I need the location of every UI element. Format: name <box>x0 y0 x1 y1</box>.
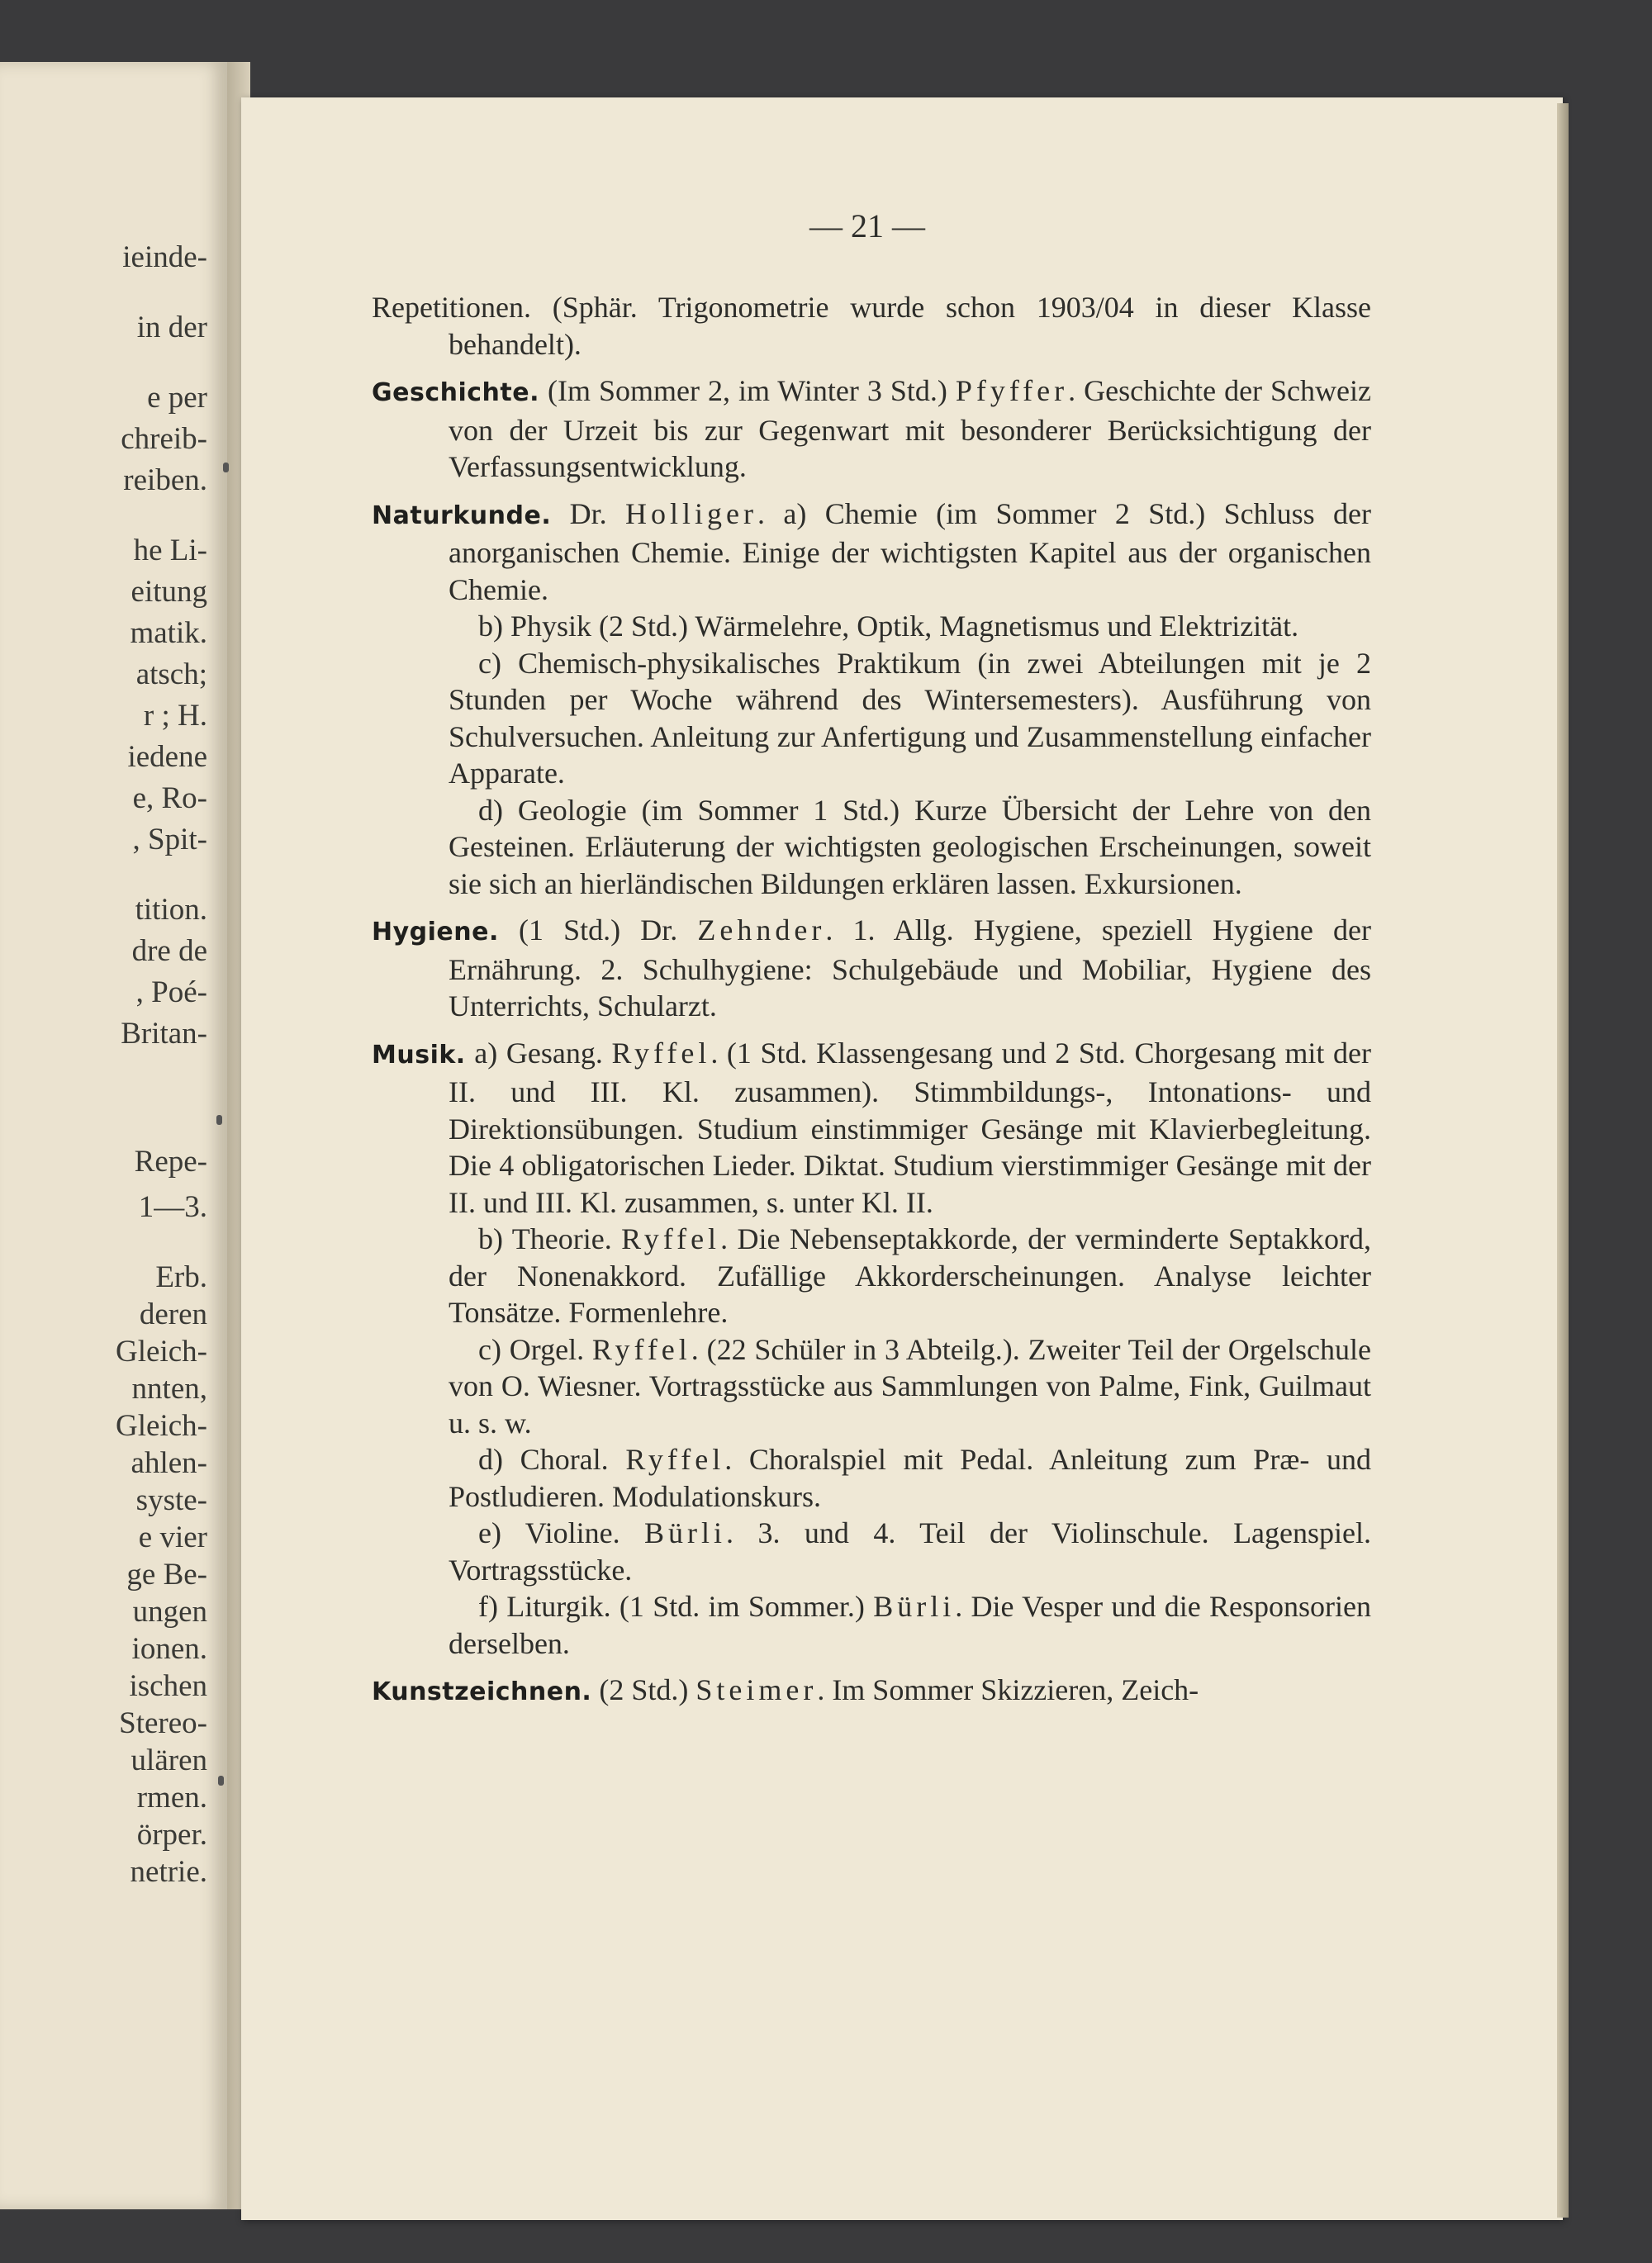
left-page-fragment: dre de <box>131 934 207 968</box>
subsection-orgel <box>372 1331 1371 1442</box>
teacher-name: Holliger <box>625 496 757 530</box>
left-page-fragment: örper. <box>136 1818 207 1852</box>
subsection-theorie <box>372 1221 1371 1331</box>
subsection-text: . Choralspiel mit Pedal. Anleitung zum Præ- und Postludieren. Modulationskurs. <box>449 1443 1371 1513</box>
subsection-physik: b) Physik (2 Std.) Wärmelehre, Optik, Magnetismus und Elektrizität. <box>478 610 1299 643</box>
section-kunstzeichnen <box>372 1672 1371 1711</box>
left-page-fragment: Erb. <box>155 1260 207 1294</box>
subsection-liturgik <box>372 1588 1371 1662</box>
left-page-fragment: iedene <box>127 740 207 774</box>
left-page-fragment: Repe- <box>134 1145 207 1179</box>
left-page-fragment: ahlen- <box>131 1446 207 1480</box>
section-heading: Musik. <box>372 1040 466 1070</box>
subsection-text: . 3. und 4. Teil der Violinschule. Lagenspiel. Vortragsstücke. <box>449 1516 1372 1587</box>
paragraph-intro <box>372 289 1371 363</box>
subsection-pre: b) Theorie. <box>478 1222 622 1255</box>
section-hygiene <box>372 912 1371 1025</box>
left-page-fragment: in der <box>136 311 207 344</box>
section-pre: (Im Sommer 2, im Winter 3 Std.) <box>539 374 956 407</box>
left-page-fragment: ge Be- <box>126 1558 207 1592</box>
page-body <box>372 289 1371 1721</box>
subsection-geologie: d) Geologie (im Sommer 1 Std.) Kurze Übersicht der Lehre von den Gesteinen. Erläuterung der wichtigsten geologischen Erscheinungen, soweit sie sich an hierländischen Bildungen erklären lassen. Exkursionen. <box>449 793 1371 900</box>
left-page-fragment: ischen <box>129 1669 207 1703</box>
section-heading: Kunstzeichnen. <box>372 1677 592 1706</box>
left-page-fragment: ieinde- <box>122 240 207 274</box>
section-geschichte <box>372 372 1371 486</box>
left-facing-page <box>0 62 227 2209</box>
page-edge <box>1557 103 1569 2218</box>
section-text: . 1. Allg. Hygiene, speziell Hygiene der Ernährung. 2. Schulhygiene: Schulgebäude und Mobiliar, Hygiene des Unterrichts, Schularzt. <box>449 913 1371 1022</box>
left-page-fragment: , Poé- <box>135 975 207 1009</box>
subsection-pre: f) Liturgik. (1 Std. im Sommer.) <box>478 1590 874 1623</box>
subsection-choral <box>372 1441 1371 1515</box>
left-page-fragment: r ; H. <box>143 699 207 733</box>
left-page-fragment: e, Ro- <box>132 781 207 815</box>
section-pre: Dr. <box>551 496 626 530</box>
subsection-text: . Die Vesper und die Responsorien derselben. <box>449 1590 1372 1660</box>
section-text: . Geschichte der Schweiz von der Urzeit bis zur Gegenwart mit besonderer Berücksichtigung der Verfassungsentwicklung. <box>449 374 1371 483</box>
section-heading: Naturkunde. <box>372 501 552 530</box>
section-pre: a) Gesang. <box>465 1036 612 1070</box>
left-page-fragment: chreib- <box>121 422 207 456</box>
left-page-fragment: 1—3. <box>138 1190 207 1224</box>
section-text: . Im Sommer Skizzieren, Zeich- <box>817 1673 1199 1706</box>
left-page-fragment: Britan- <box>121 1017 207 1051</box>
teacher-name: Ryffel <box>625 1443 725 1476</box>
teacher-name: Steimer <box>695 1673 818 1706</box>
section-text: . a) Chemie (im Sommer 2 Std.) Schluss der anorganischen Chemie. Einige der wichtigsten Kapitel aus der organischen Chemie. <box>449 496 1371 606</box>
section-pre: (2 Std.) <box>591 1673 696 1706</box>
section-text: . (1 Std. Klassengesang und 2 Std. Chorgesang mit der II. und III. Kl. zusammen). Stimmbildungs-, Intonations- und Direktionsübungen. Studium einstimmiger Gesänge mit Klavierbegleitung. Die 4 obligatorischen Lieder. Diktat. Studium vierstimmiger Gesänge mit der II. und III. Kl. zusammen, s. unter Kl. II. <box>449 1036 1371 1219</box>
teacher-name: Pfyffer <box>955 374 1069 407</box>
left-page-fragment: nnten, <box>131 1372 207 1406</box>
left-page-fragment: Gleich- <box>116 1335 207 1369</box>
margin-dot <box>223 463 229 472</box>
section-heading: Hygiene. <box>372 918 499 946</box>
teacher-name: Ryffel <box>611 1036 711 1070</box>
left-page-fragment: deren <box>139 1298 207 1331</box>
subsection-text: . Die Nebenseptakkorde, der verminderte Septakkord, der Nonenakkord. Zufällige Akkorderscheinungen. Analyse leichter Tonsätze. Formenlehre. <box>449 1222 1371 1329</box>
left-page-fragment: Gleich- <box>116 1409 207 1443</box>
subsection-pre: c) Orgel. <box>478 1332 592 1366</box>
teacher-name: Bürli <box>644 1516 727 1549</box>
teacher-name: Ryffel <box>591 1332 691 1366</box>
page-number: — 21 — <box>809 207 925 244</box>
left-page-fragment: e vier <box>138 1521 207 1554</box>
subsection-text: . (22 Schüler in 3 Abteilg.). Zweiter Teil der Orgelschule von O. Wiesner. Vortragsstücke aus Sammlungen von Palme, Fink, Guilmaut u. s. w. <box>449 1332 1371 1440</box>
left-page-fragment: he Li- <box>133 534 207 567</box>
section-heading: Geschichte. <box>372 378 539 407</box>
intro-text: Repetitionen. (Sphär. Trigonometrie wurde schon 1903/04 in dieser Klasse behandelt). <box>372 291 1371 361</box>
left-page-fragment: e per <box>147 381 207 415</box>
subsection-pre: d) Choral. <box>478 1443 626 1476</box>
left-page-fragment: syste- <box>135 1483 207 1517</box>
left-page-fragment: Stereo- <box>119 1706 207 1740</box>
left-page-fragment: tition. <box>135 893 207 927</box>
section-naturkunde <box>372 496 1371 609</box>
left-page-fragment: ionen. <box>131 1632 207 1666</box>
teacher-name: Ryffel <box>621 1222 721 1255</box>
left-page-fragment: ungen <box>132 1595 207 1629</box>
teacher-name: Bürli <box>873 1590 956 1623</box>
subsection-pre: e) Violine. <box>478 1516 645 1549</box>
section-musik <box>372 1035 1371 1222</box>
left-page-fragment: eitung <box>131 575 207 609</box>
left-page-fragment: reiben. <box>123 463 207 497</box>
left-page-fragment: ulären <box>131 1744 207 1777</box>
left-page-fragment: rmen. <box>136 1781 207 1815</box>
margin-dot <box>218 1776 224 1786</box>
teacher-name: Zehnder <box>697 913 826 946</box>
left-page-fragment: , Spit- <box>132 823 207 856</box>
margin-dot <box>216 1115 222 1125</box>
subsection-praktikum: c) Chemisch-physikalisches Praktikum (in zwei Abteilungen mit je 2 Stunden per Woche während des Wintersemesters). Ausführung von Schulversuchen. Anleitung zur Anfertigung und Zusammenstellung einfacher Apparate. <box>449 646 1371 790</box>
section-pre: (1 Std.) Dr. <box>498 913 698 946</box>
left-page-fragment: atsch; <box>135 657 207 691</box>
subsection-violine <box>372 1515 1371 1588</box>
left-page-fragment: netrie. <box>130 1855 207 1889</box>
left-page-fragment: matik. <box>130 616 207 650</box>
